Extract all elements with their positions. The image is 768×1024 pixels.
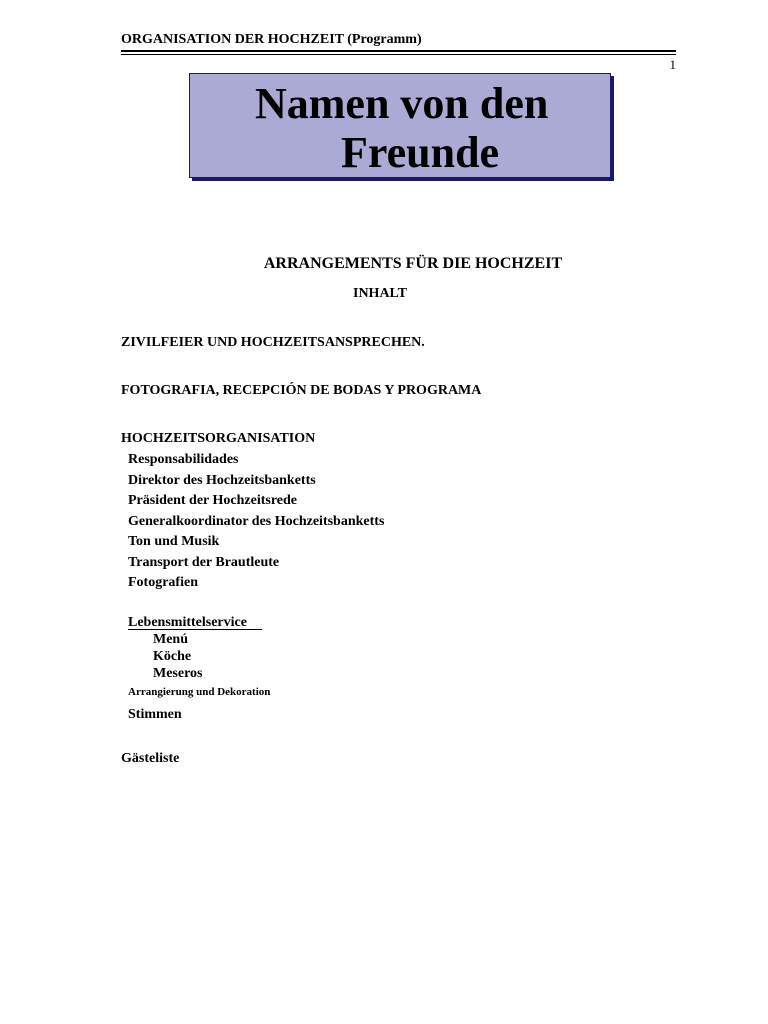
main-heading: ARRANGEMENTS FÜR DIE HOCHZEIT — [263, 255, 563, 272]
toc-section-photography: FOTOGRAFIA, RECEPCIÓN DE BODAS Y PROGRAMA — [121, 383, 482, 398]
toc-item-votes: Stimmen — [128, 707, 182, 722]
toc-item-general-coordinator: Generalkoordinator des Hochzeitsbanketts — [128, 514, 385, 529]
title-line-1: Namen von den — [255, 79, 549, 128]
toc-item-banquet-director: Direktor des Hochzeitsbanketts — [128, 473, 316, 488]
toc-item-speech-president: Präsident der Hochzeitsrede — [128, 493, 298, 508]
toc-item-sound-music: Ton und Musik — [128, 534, 220, 549]
toc-item-food-service: Lebensmittelservice — [128, 615, 247, 630]
toc-item-transport: Transport der Brautleute — [128, 555, 280, 570]
header-rule-thick — [121, 50, 676, 52]
toc-item-decoration: Arrangierung und Dekoration — [128, 686, 271, 698]
toc-item-responsibilities: Responsabilidades — [128, 452, 239, 467]
toc-section-civil: ZIVILFEIER UND HOCHZEITSANSPRECHEN. — [121, 335, 425, 350]
page-number: 1 — [669, 57, 676, 72]
toc-subitem-cooks: Köche — [153, 649, 192, 664]
title-line-2: Freunde — [341, 128, 500, 177]
document-header: ORGANISATION DER HOCHZEIT (Programm) — [121, 32, 422, 47]
toc-subitem-menu: Menú — [153, 632, 188, 647]
header-rule-thin — [121, 54, 676, 55]
toc-guest-list: Gästeliste — [121, 751, 180, 766]
toc-subitem-waiters: Meseros — [153, 666, 203, 681]
toc-section-organisation: HOCHZEITSORGANISATION — [121, 431, 316, 446]
food-service-underline — [128, 629, 262, 630]
title-box — [189, 73, 611, 178]
sub-heading: INHALT — [353, 286, 407, 301]
toc-item-photos: Fotografien — [128, 575, 198, 590]
